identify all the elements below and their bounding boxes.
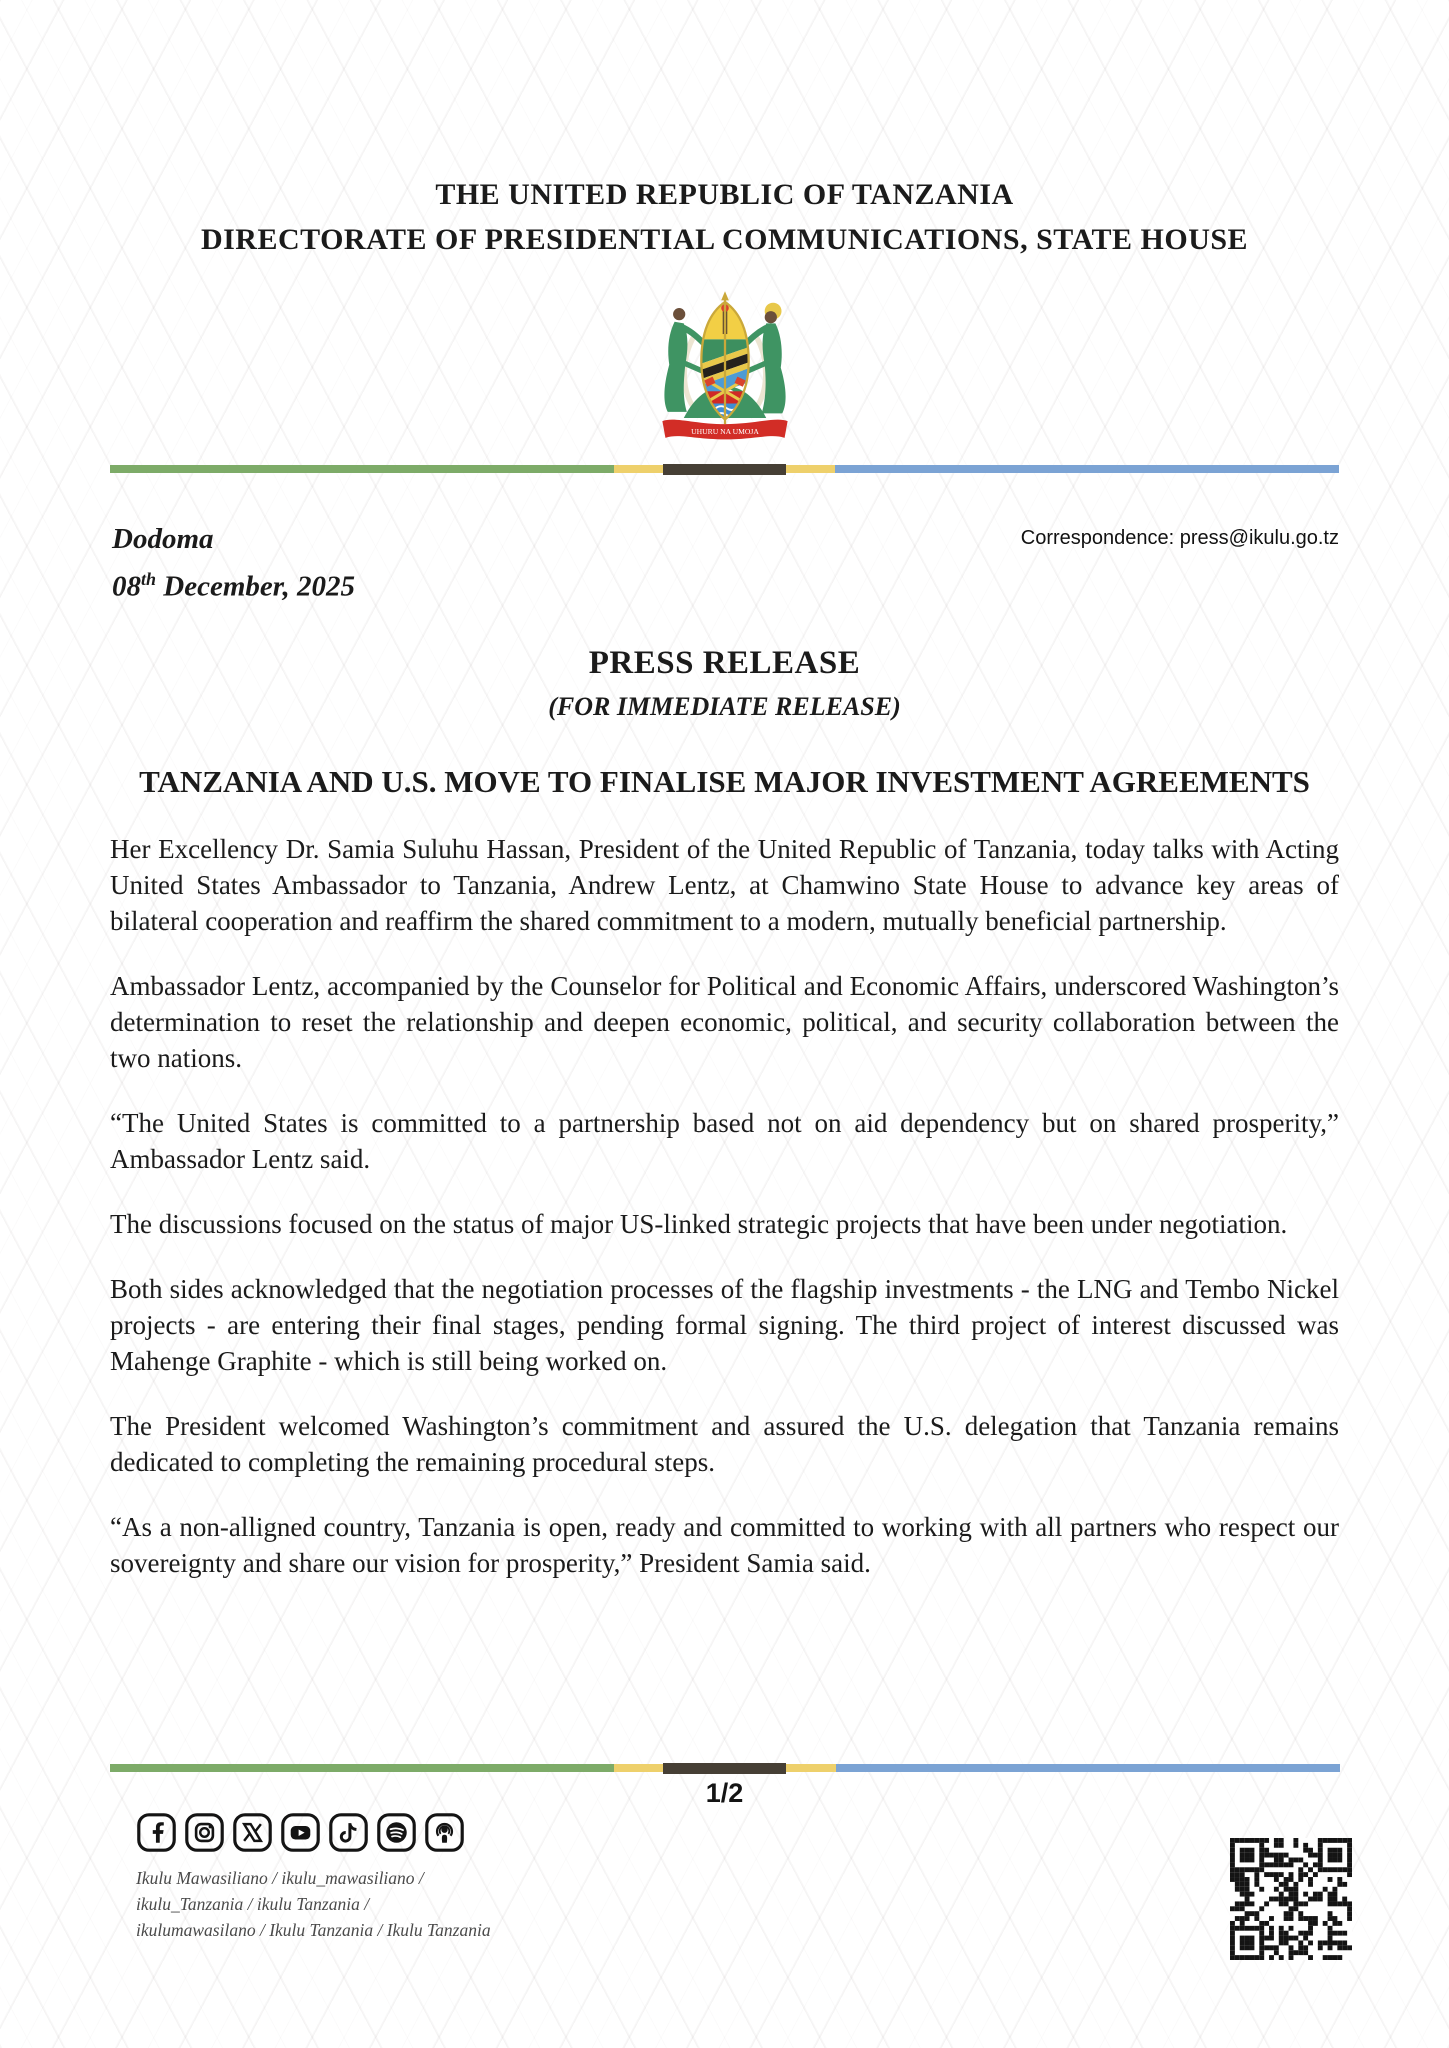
immediate-release-subtitle: (FOR IMMEDIATE RELEASE) — [548, 691, 901, 721]
instagram-icon[interactable] — [184, 1812, 225, 1853]
paragraph-3: “The United States is committed to a partnership based not on aid dependency but on shared prosperity,” Ambassador Lentz said. — [110, 1107, 1339, 1174]
emblem-motto: UHURU NA UMOJA — [690, 427, 759, 437]
social-handles-line3: ikulumawasilano / Ikulu Tanzania / Ikulu Tanzania — [136, 1920, 491, 1940]
youtube-icon[interactable] — [280, 1812, 321, 1853]
social-handles — [136, 1865, 491, 1943]
paragraph-7: “As a non-alligned country, Tanzania is open, ready and committed to working with all partners who respect our sovereignty and share our vision for prosperity,” President Samia said. — [110, 1511, 1339, 1578]
paragraph-2: Ambassador Lentz, accompanied by the Counselor for Political and Economic Affairs, underscored Washington’s determination to reset the relationship and deepen economic, political, and security collaboration between the two nations. — [110, 970, 1339, 1073]
header-line-2: DIRECTORATE OF PRESIDENTIAL COMMUNICATIONS, STATE HOUSE — [200, 223, 1249, 256]
spotify-icon[interactable] — [376, 1812, 417, 1853]
facebook-icon[interactable] — [136, 1812, 177, 1853]
qr-code[interactable] — [1230, 1838, 1352, 1960]
flag-divider-top — [110, 463, 1339, 475]
social-handles-line2: ikulu_Tanzania / ikulu Tanzania / — [136, 1894, 370, 1914]
apple-podcasts-icon[interactable] — [424, 1812, 465, 1853]
x-twitter-icon[interactable] — [232, 1812, 273, 1853]
dateline — [110, 519, 1339, 607]
body-text — [110, 831, 1339, 1581]
paragraph-6: The President welcomed Washington’s commitment and assured the U.S. delegation that Tanzania remains dedicated to completing the remaining procedural steps. — [110, 1410, 1339, 1477]
footer-social-block — [136, 1812, 491, 1943]
flag-divider-bottom — [110, 1762, 1340, 1774]
header-line-1: THE UNITED REPUBLIC OF TANZANIA — [435, 178, 1014, 211]
social-handles-line1: Ikulu Mawasiliano / ikulu_mawasiliano / — [136, 1868, 424, 1888]
tiktok-icon[interactable] — [328, 1812, 369, 1853]
paragraph-1: Her Excellency Dr. Samia Suluhu Hassan, President of the United Republic of Tanzania, today talks with Acting United States Ambassador to Tanzania, Andrew Lentz, at Chamwino State House to advance key areas of bilateral cooperation and reaffirm the shared commitment to a modern, mutually beneficial partnership. — [110, 833, 1339, 936]
paragraph-4: The discussions focused on the status of major US-linked strategic projects that have been under negotiation. — [110, 1208, 1288, 1239]
paragraph-5: Both sides acknowledged that the negotiation processes of the flagship investments - the LNG and Tembo Nickel projects - are entering their final stages, pending formal signing. The third project of interest discussed was Mahenge Graphite - which is still being worked on. — [110, 1273, 1339, 1376]
headline: TANZANIA AND U.S. MOVE TO FINALISE MAJOR INVESTMENT AGREEMENTS — [139, 763, 1310, 799]
page-number: 1/2 — [705, 1778, 744, 1808]
correspondence-email: Correspondence: press@ikulu.go.tz — [1020, 527, 1339, 549]
tanzania-coat-of-arms-graphic — [641, 288, 809, 448]
dateline-city: Dodoma — [112, 523, 214, 555]
document-header — [110, 0, 1339, 262]
press-release-title: PRESS RELEASE — [588, 644, 861, 681]
dateline-date: 08th December, 2025 — [112, 569, 355, 603]
dateline-city-date — [110, 519, 355, 607]
coat-of-arms — [110, 288, 1339, 453]
social-icons-row — [136, 1812, 491, 1853]
